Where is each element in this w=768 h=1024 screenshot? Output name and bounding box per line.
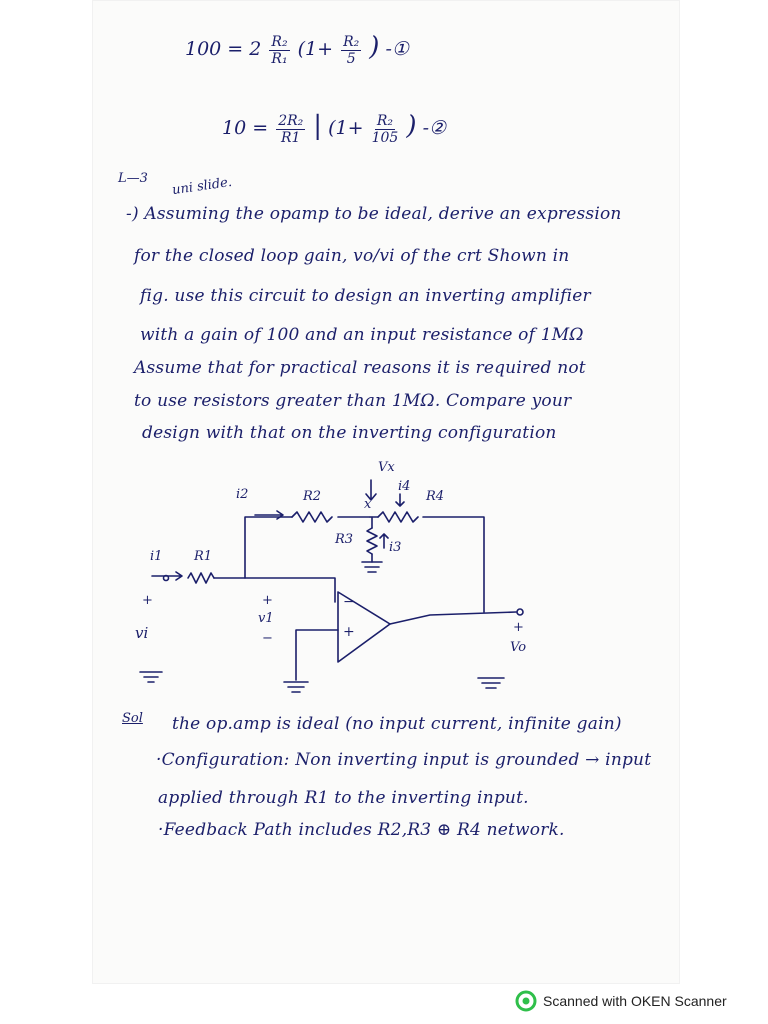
eq1-coef: 2 bbox=[249, 38, 262, 60]
scanner-footer-text: Scanned with OKEN Scanner bbox=[543, 993, 727, 1009]
slide-tag: uni slide. bbox=[171, 174, 233, 199]
opamp-plus-ground bbox=[284, 682, 308, 692]
opamp-output-wire bbox=[390, 612, 516, 624]
label-v1: v1 bbox=[258, 611, 274, 626]
eq2-lhs: 10 = bbox=[222, 117, 269, 139]
label-vo: Vo bbox=[510, 640, 527, 655]
eq2-num1: 2R₂ bbox=[278, 112, 304, 129]
eq1-tag: -① bbox=[385, 38, 409, 60]
label-i1: i1 bbox=[150, 549, 163, 564]
output-terminal bbox=[517, 609, 523, 615]
r3-resistor bbox=[367, 528, 377, 554]
label-r1: R1 bbox=[194, 549, 213, 564]
eq1-num2: R₂ bbox=[343, 33, 360, 50]
problem-line-2: for the closed loop gain, vo/vi of the crt Shown in bbox=[134, 246, 570, 266]
eq1-den1: R₁ bbox=[271, 50, 288, 67]
r2-resistor bbox=[292, 512, 332, 522]
label-minus-v1: − bbox=[262, 631, 273, 646]
problem-line-6: to use resistors greater than 1MΩ. Compare your bbox=[134, 391, 572, 411]
eq2-tag: -② bbox=[422, 117, 447, 139]
r4-resistor bbox=[378, 512, 418, 522]
scanner-footer bbox=[515, 990, 727, 1012]
label-plus-in: + bbox=[142, 593, 153, 608]
problem-line-7: design with that on the inverting configuration bbox=[142, 423, 557, 443]
label-i4: i4 bbox=[398, 479, 411, 494]
solution-line-1: the op.amp is ideal (no input current, infinite gain) bbox=[172, 714, 622, 734]
label-plus-out: + bbox=[513, 620, 524, 635]
label-r3: R3 bbox=[335, 532, 354, 547]
equation-2: 10 = $\frac{\text{2R₂}}{R1}$ | (1+ $\frac{\text{R₂}}{105}$ ) -② bbox=[222, 111, 447, 146]
label-x: x bbox=[364, 497, 372, 512]
oken-scanner-logo-icon bbox=[515, 990, 537, 1012]
eq1-paren: (1+ bbox=[297, 38, 334, 60]
label-opamp-minus: − bbox=[343, 594, 355, 610]
label-i2: i2 bbox=[236, 487, 249, 502]
eq1-num1: R₂ bbox=[271, 33, 288, 50]
opamp-plus-wire bbox=[296, 630, 338, 680]
problem-line-4: with a gain of 100 and an input resistance of 1MΩ bbox=[140, 325, 584, 345]
r3-ground bbox=[362, 562, 382, 572]
output-ground bbox=[478, 678, 504, 688]
i1-arrow bbox=[152, 572, 182, 580]
i3-arrow bbox=[380, 534, 388, 548]
solution-line-4: ·Feedback Path includes R2,R3 ⊕ R4 network. bbox=[158, 820, 565, 840]
eq1-lhs: 100 = bbox=[185, 38, 244, 60]
wire-top-left bbox=[245, 517, 292, 578]
eq2-num2: R₂ bbox=[376, 112, 394, 129]
wire-r1-to-node bbox=[214, 578, 335, 602]
label-vx: Vx bbox=[378, 460, 395, 475]
label-opamp-plus: + bbox=[343, 624, 355, 640]
eq2-paren: (1+ bbox=[328, 117, 364, 139]
solution-line-3: applied through R1 to the inverting input. bbox=[158, 788, 529, 808]
label-plus-v1: + bbox=[262, 593, 273, 608]
label-vi: vi bbox=[135, 624, 149, 642]
input-ground bbox=[140, 672, 162, 682]
r1-resistor bbox=[188, 573, 214, 583]
problem-line-1: -) Assuming the opamp to be ideal, derive an expression bbox=[126, 204, 622, 224]
wire-r4-to-out bbox=[423, 517, 484, 612]
equation-1: 100 = 2 $\frac{\text{R₂}}{\text{R₁}}$ (1+ $\frac{\text{R₂}}{5}$ ) -① bbox=[185, 32, 409, 67]
i4-arrow bbox=[396, 494, 404, 506]
margin-label: L—3 bbox=[118, 171, 148, 186]
solution-line-2: ·Configuration: Non inverting input is grounded → input bbox=[156, 750, 652, 770]
eq1-den2: 5 bbox=[346, 50, 356, 67]
label-r4: R4 bbox=[426, 489, 445, 504]
problem-line-3: fig. use this circuit to design an inverting amplifier bbox=[140, 286, 591, 306]
eq2-den1: R1 bbox=[280, 129, 301, 146]
solution-label: Sol bbox=[122, 711, 143, 726]
label-r2: R2 bbox=[303, 489, 322, 504]
eq2-den2: 105 bbox=[371, 129, 399, 146]
problem-line-5: Assume that for practical reasons it is required not bbox=[134, 358, 586, 378]
label-i3: i3 bbox=[389, 540, 402, 555]
